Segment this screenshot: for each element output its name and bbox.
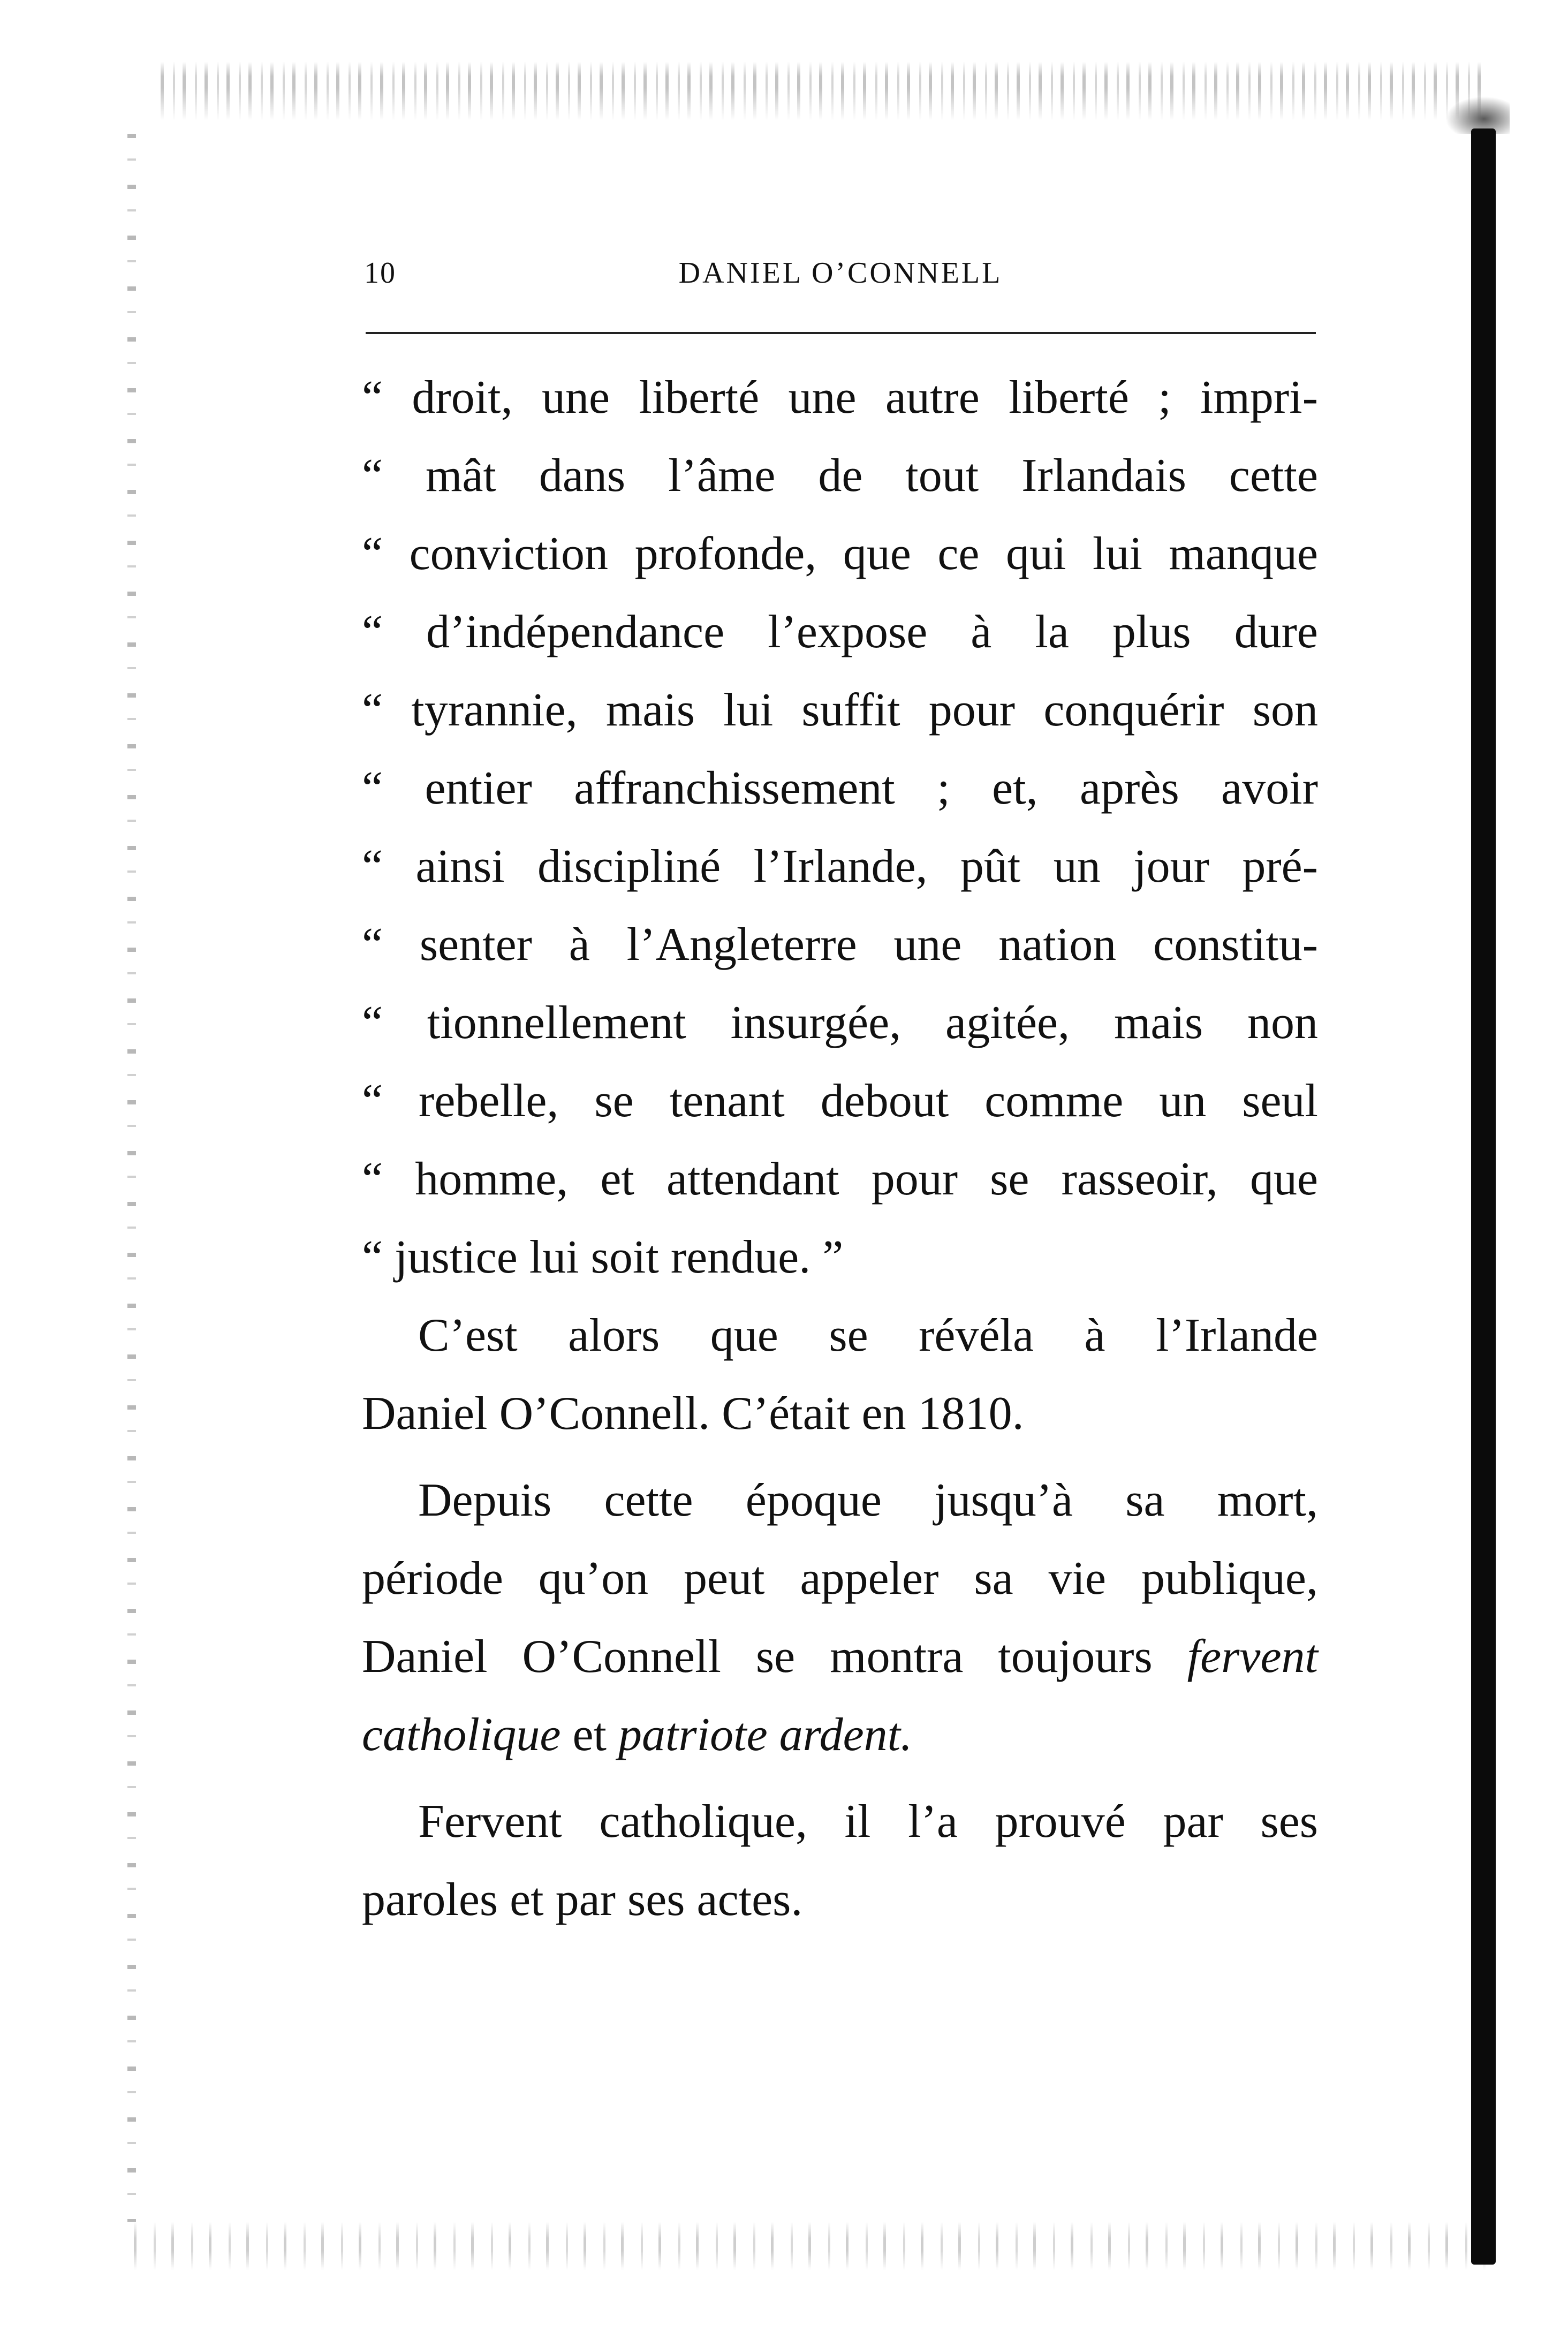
paragraph-line: Depuis cette époque jusqu’à sa mort, <box>418 1474 1318 1526</box>
running-head <box>364 252 1317 294</box>
paragraph-line: Daniel O’Connell. C’était en 1810. <box>362 1388 1024 1440</box>
quote-line: “ senter à l’Angleterre une nation constitu- <box>362 919 1318 971</box>
body-text <box>362 359 1318 1939</box>
scan-noise-bottom <box>134 2222 1499 2270</box>
text-run: Daniel O’Connell se montra toujours <box>362 1631 1187 1683</box>
quote-line: “ ainsi discipliné l’Irlande, pût un jour pré- <box>362 841 1318 892</box>
paragraph-line <box>362 1696 1318 1774</box>
paragraph-line: Fervent catholique, il l’a prouvé par ses <box>418 1796 1318 1848</box>
quote-line: “ rebelle, se tenant debout comme un seul <box>362 1075 1318 1127</box>
page-title: DANIEL O’CONNELL <box>678 256 1003 290</box>
italic-text: patriote ardent. <box>618 1709 913 1761</box>
quote-line: “ justice lui soit rendue. ” <box>362 1231 844 1283</box>
scan-noise-left <box>127 134 136 2222</box>
page-spine-shadow <box>1471 128 1496 2265</box>
text-run: et <box>560 1709 618 1761</box>
italic-text: catholique <box>362 1709 561 1761</box>
italic-text: fervent <box>1187 1631 1318 1683</box>
quote-line: “ tyrannie, mais lui suffit pour conquérir son <box>362 684 1318 736</box>
paragraph-line: C’est alors que se révéla à l’Irlande <box>418 1309 1318 1361</box>
paragraph-line: paroles et par ses actes. <box>362 1874 803 1926</box>
page-number: 10 <box>364 256 396 290</box>
quote-line: “ mât dans l’âme de tout Irlandais cette <box>362 450 1318 502</box>
quote-line: “ tionnellement insurgée, agitée, mais non <box>362 997 1318 1049</box>
quote-line: “ d’indépendance l’expose à la plus dure <box>362 606 1318 658</box>
paragraph-line <box>362 1618 1318 1696</box>
paragraph-gap <box>362 1774 1318 1783</box>
paragraph-gap <box>362 1453 1318 1462</box>
quote-line: “ entier affranchissement ; et, après avoir <box>362 762 1318 814</box>
scan-noise-top <box>161 62 1488 120</box>
quote-line: “ droit, une liberté une autre liberté ; impri- <box>362 372 1318 423</box>
quote-line: “ homme, et attendant pour se rasseoir, que <box>362 1153 1318 1205</box>
paragraph-line: période qu’on peut appeler sa vie publique, <box>362 1553 1318 1604</box>
quote-line: “ conviction profonde, que ce qui lui manque <box>362 528 1318 580</box>
header-rule <box>366 332 1316 334</box>
